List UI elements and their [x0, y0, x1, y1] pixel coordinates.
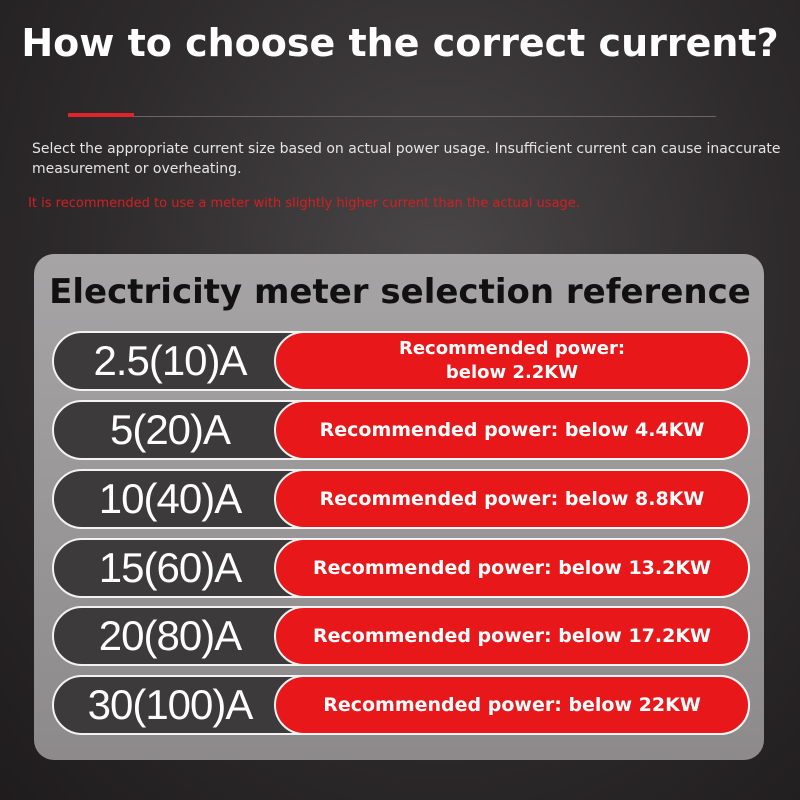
current-rating: 2.5(10)A: [93, 337, 247, 384]
recommended-power: Recommended power: below 4.4KW: [274, 400, 750, 460]
recommended-power: Recommended power: below 13.2KW: [274, 538, 750, 598]
meter-row: [52, 400, 750, 460]
recommended-power: Recommended power: below 17.2KW: [274, 606, 750, 666]
recommendation-note: It is recommended to use a meter with slightly higher current than the actual usage.: [28, 196, 580, 211]
current-rating: 30(100)A: [87, 681, 253, 728]
recommended-power: Recommended power: below 22KW: [274, 675, 750, 735]
recommended-power: Recommended power: below 2.2KW: [274, 331, 750, 391]
current-rating: 5(20)A: [109, 406, 231, 453]
meter-row: [52, 606, 750, 666]
meter-row: [52, 538, 750, 598]
meter-row: [52, 675, 750, 735]
current-rating: 15(60)A: [98, 544, 242, 591]
meter-row: [52, 469, 750, 529]
recommended-power: Recommended power: below 8.8KW: [274, 469, 750, 529]
panel-title: Electricity meter selection reference: [49, 272, 751, 312]
current-rating: 20(80)A: [98, 612, 242, 659]
title-divider: [68, 116, 716, 117]
page-title: How to choose the correct current?: [21, 21, 779, 65]
title-accent-bar: [68, 113, 134, 117]
current-rating: 10(40)A: [98, 475, 242, 522]
meter-row: [52, 331, 750, 391]
description-text: Select the appropriate current size based on actual power usage. Insufficient current can cause inaccurate measurement or overheating.: [32, 141, 781, 177]
